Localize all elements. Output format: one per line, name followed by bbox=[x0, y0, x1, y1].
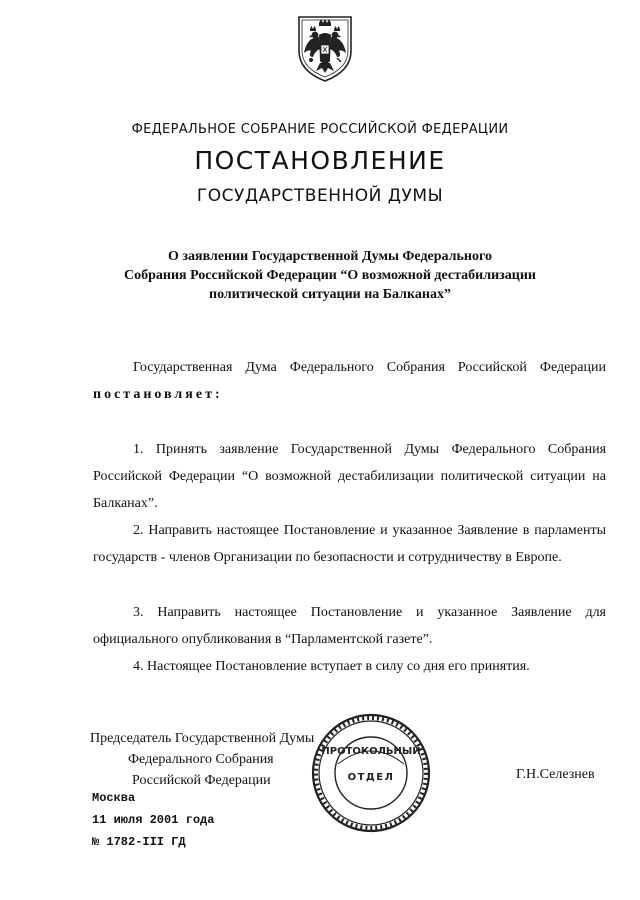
stamp-top-text: ПРОТОКОЛЬНЫЙ bbox=[321, 746, 421, 757]
resolution-item bbox=[93, 436, 606, 517]
signatory-title-line: Российской Федерации bbox=[132, 773, 271, 788]
document-type-title: ПОСТАНОВЛЕНИЕ bbox=[194, 146, 446, 175]
item-text: Направить настоящее Постановление и указанное Заявление в парламенты государств - членов Организации по безопасности и сотрудничеству в Европе. bbox=[93, 523, 606, 565]
resolution-item bbox=[93, 653, 606, 680]
document-number: № 1782-III ГД bbox=[92, 835, 186, 849]
subject-line: О заявлении Государственной Думы Федерального bbox=[168, 249, 492, 264]
item-text: Направить настоящее Постановление и указанное Заявление для официального опубликования в “Парламентской газете”. bbox=[93, 605, 606, 647]
document-issuer-subtitle: ГОСУДАРСТВЕННОЙ ДУМЫ bbox=[196, 186, 444, 206]
signatory-title bbox=[90, 728, 314, 791]
document-registration bbox=[92, 787, 214, 853]
russian-coat-of-arms-emblem bbox=[293, 13, 357, 83]
item-text: Принять заявление Государственной Думы Федерального Собрания Российской Федерации “О возможной дестабилизации политической ситуации на Балканах”. bbox=[93, 442, 607, 511]
round-seal-stamp bbox=[308, 710, 434, 836]
resolution-subject bbox=[80, 247, 580, 304]
parliament-name: ФЕДЕРАЛЬНОЕ СОБРАНИЕ РОССИЙСКОЙ ФЕДЕРАЦИИ bbox=[131, 122, 509, 137]
signatory-title-line: Председатель Государственной Думы bbox=[90, 731, 315, 746]
preamble-resolves: постановляет: bbox=[93, 387, 223, 402]
preamble-text: Государственная Дума Федерального Собрания Российской Федерации bbox=[133, 360, 606, 375]
signatory-name: Г.Н.Селезнев bbox=[516, 767, 595, 782]
item-number: 2. bbox=[133, 523, 144, 538]
subject-line: Собрания Российской Федерации “О возможной дестабилизации bbox=[124, 268, 536, 283]
subject-line: политической ситуации на Балканах” bbox=[209, 287, 451, 302]
resolution-item bbox=[93, 599, 606, 653]
item-number: 3. bbox=[133, 605, 144, 620]
issue-city: Москва bbox=[92, 791, 136, 805]
item-text: Настоящее Постановление вступает в силу со дня его принятия. bbox=[147, 659, 530, 674]
resolution-item bbox=[93, 517, 606, 571]
item-number: 4. bbox=[133, 659, 144, 674]
preamble bbox=[93, 354, 606, 408]
issue-date: 11 июля 2001 года bbox=[92, 813, 215, 827]
item-number: 1. bbox=[133, 442, 144, 457]
stamp-center-text: ОТДЕЛ bbox=[347, 772, 395, 783]
signatory-title-line: Федерального Собрания bbox=[128, 752, 274, 767]
